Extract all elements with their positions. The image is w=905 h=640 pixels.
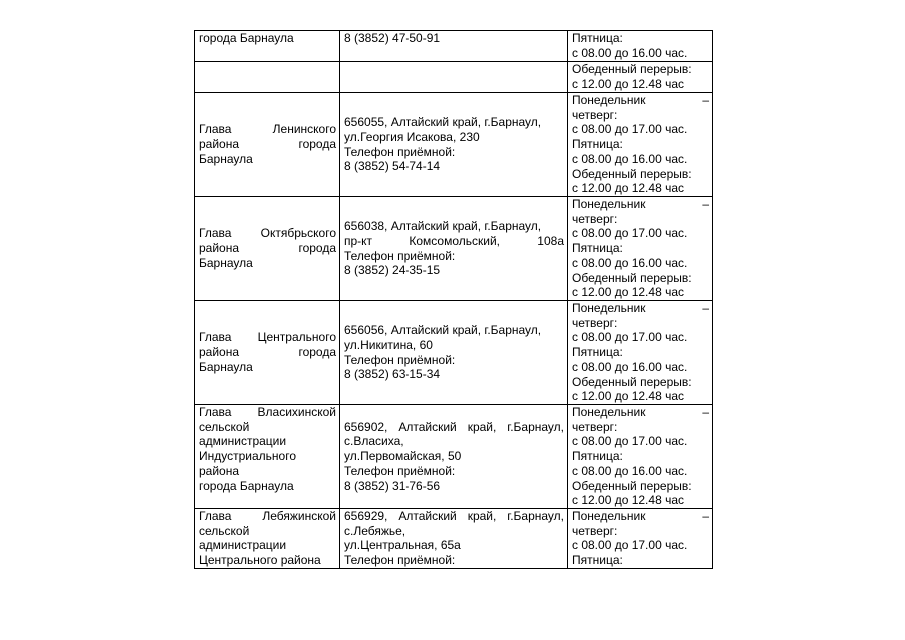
cell-line: Пятница:	[572, 31, 623, 45]
cell-line: ул.Центральная, 65а	[344, 538, 461, 553]
cell-line: района	[199, 463, 240, 478]
cell-line: 8 (3852) 47-50-91	[344, 31, 441, 45]
official-cell	[195, 405, 340, 509]
cell-line: Пятница:	[572, 553, 623, 568]
cell-line: Понедельник –	[572, 93, 709, 107]
cell-line: 656038, Алтайский край, г.Барнаул,	[344, 219, 542, 234]
cell-line: с 08.00 до 16.00 час.	[572, 151, 688, 166]
cell-line: района города	[199, 345, 336, 360]
cell-line: Обеденный перерыв:	[572, 62, 692, 76]
cell-line: с 08.00 до 16.00 час.	[572, 359, 688, 374]
cell-line: с.Лебяжье,	[344, 523, 406, 538]
contacts-table	[194, 30, 713, 569]
cell-line: Центрального района	[199, 553, 321, 568]
cell-line: города Барнаула	[199, 31, 294, 45]
cell-line: с 08.00 до 17.00 час.	[572, 122, 688, 137]
hours-cell	[568, 301, 713, 405]
cell-line: с 08.00 до 17.00 час.	[572, 330, 688, 345]
table-row	[195, 197, 713, 301]
cell-line: с 08.00 до 17.00 час.	[572, 538, 688, 553]
cell-line: с 12.00 до 12.48 час	[572, 493, 684, 508]
cell-line: четверг:	[572, 315, 618, 330]
cell-line: Понедельник –	[572, 197, 709, 211]
cell-line: ул.Никитина, 60	[344, 337, 433, 352]
hours-cell	[568, 62, 713, 93]
hours-cell	[568, 31, 713, 62]
cell-line: Телефон приёмной:	[344, 553, 456, 568]
cell-line: с 08.00 до 16.00 час.	[572, 255, 688, 270]
address-cell	[340, 197, 568, 301]
cell-line: Телефон приёмной:	[344, 463, 456, 478]
cell-line: Барнаула	[199, 359, 253, 374]
cell-line: Глава Центрального	[199, 330, 336, 345]
table-row	[195, 301, 713, 405]
official-cell	[195, 509, 340, 569]
hours-cell	[568, 509, 713, 569]
cell-line: Глава Октябрьского	[199, 226, 336, 241]
cell-line: ул.Георгия Исакова, 230	[344, 129, 480, 144]
cell-line: с.Власиха,	[344, 434, 404, 449]
address-cell	[340, 62, 568, 93]
cell-line: Телефон приёмной:	[344, 144, 456, 159]
cell-line: Пятница:	[572, 449, 623, 464]
cell-line: 8 (3852) 31-76-56	[344, 478, 441, 493]
table-row	[195, 509, 713, 569]
cell-line: Глава Ленинского	[199, 122, 336, 137]
cell-line: 8 (3852) 54-74-14	[344, 159, 441, 174]
hours-cell	[568, 93, 713, 197]
cell-line: 656055, Алтайский край, г.Барнаул,	[344, 115, 542, 130]
cell-line: 656902, Алтайский край, г.Барнаул,	[344, 419, 564, 434]
official-cell	[195, 31, 340, 62]
table-row	[195, 31, 713, 62]
cell-line: с 08.00 до 17.00 час.	[572, 434, 688, 449]
cell-line: с 08.00 до 16.00 час.	[572, 45, 688, 60]
cell-line: ул.Первомайская, 50	[344, 449, 462, 464]
official-cell	[195, 93, 340, 197]
cell-line: Обеденный перерыв:	[572, 166, 692, 181]
address-cell	[340, 93, 568, 197]
cell-line: Пятница:	[572, 137, 623, 152]
table-row	[195, 93, 713, 197]
cell-line: Пятница:	[572, 345, 623, 360]
cell-line: Обеденный перерыв:	[572, 374, 692, 389]
cell-line: с 12.00 до 12.48 час	[572, 76, 684, 91]
cell-line: администрации	[199, 538, 287, 553]
cell-line: района города	[199, 137, 336, 152]
cell-line: Телефон приёмной:	[344, 248, 456, 263]
cell-line: администрации	[199, 434, 287, 449]
cell-line: сельской	[199, 523, 250, 538]
document-page	[194, 30, 713, 569]
cell-line: с 12.00 до 12.48 час	[572, 389, 684, 404]
cell-line: Пятница:	[572, 241, 623, 256]
cell-line: 8 (3852) 63-15-34	[344, 367, 441, 382]
hours-cell	[568, 197, 713, 301]
hours-cell	[568, 405, 713, 509]
address-cell	[340, 509, 568, 569]
address-cell	[340, 301, 568, 405]
cell-line: Понедельник –	[572, 405, 709, 419]
cell-line: Индустриального	[199, 449, 297, 464]
cell-line: четверг:	[572, 107, 618, 122]
official-cell	[195, 301, 340, 405]
address-cell	[340, 31, 568, 62]
cell-line: с 12.00 до 12.48 час	[572, 285, 684, 300]
cell-line: Обеденный перерыв:	[572, 270, 692, 285]
cell-line: Телефон приёмной:	[344, 352, 456, 367]
cell-line: четверг:	[572, 419, 618, 434]
cell-line: города Барнаула	[199, 478, 294, 493]
table-row	[195, 405, 713, 509]
cell-line: пр-кт Комсомольский, 108а	[344, 233, 564, 248]
cell-line: Глава Лебяжинской	[199, 509, 336, 523]
official-cell	[195, 197, 340, 301]
address-cell	[340, 405, 568, 509]
cell-line: Понедельник –	[572, 509, 709, 523]
cell-line: четверг:	[572, 211, 618, 226]
cell-line: Барнаула	[199, 151, 253, 166]
cell-line: с 08.00 до 17.00 час.	[572, 226, 688, 241]
cell-line: четверг:	[572, 523, 618, 538]
table-row	[195, 62, 713, 93]
cell-line: 656056, Алтайский край, г.Барнаул,	[344, 323, 542, 338]
cell-line: Глава Власихинской	[199, 405, 336, 419]
cell-line: с 12.00 до 12.48 час	[572, 181, 684, 196]
cell-line: Обеденный перерыв:	[572, 478, 692, 493]
cell-line: с 08.00 до 16.00 час.	[572, 463, 688, 478]
cell-line: сельской	[199, 419, 250, 434]
official-cell	[195, 62, 340, 93]
cell-line: 656929, Алтайский край, г.Барнаул,	[344, 509, 564, 523]
cell-line: Барнаула	[199, 255, 253, 270]
cell-line: Понедельник –	[572, 301, 709, 315]
cell-line: района города	[199, 241, 336, 256]
cell-line: 8 (3852) 24-35-15	[344, 263, 441, 278]
